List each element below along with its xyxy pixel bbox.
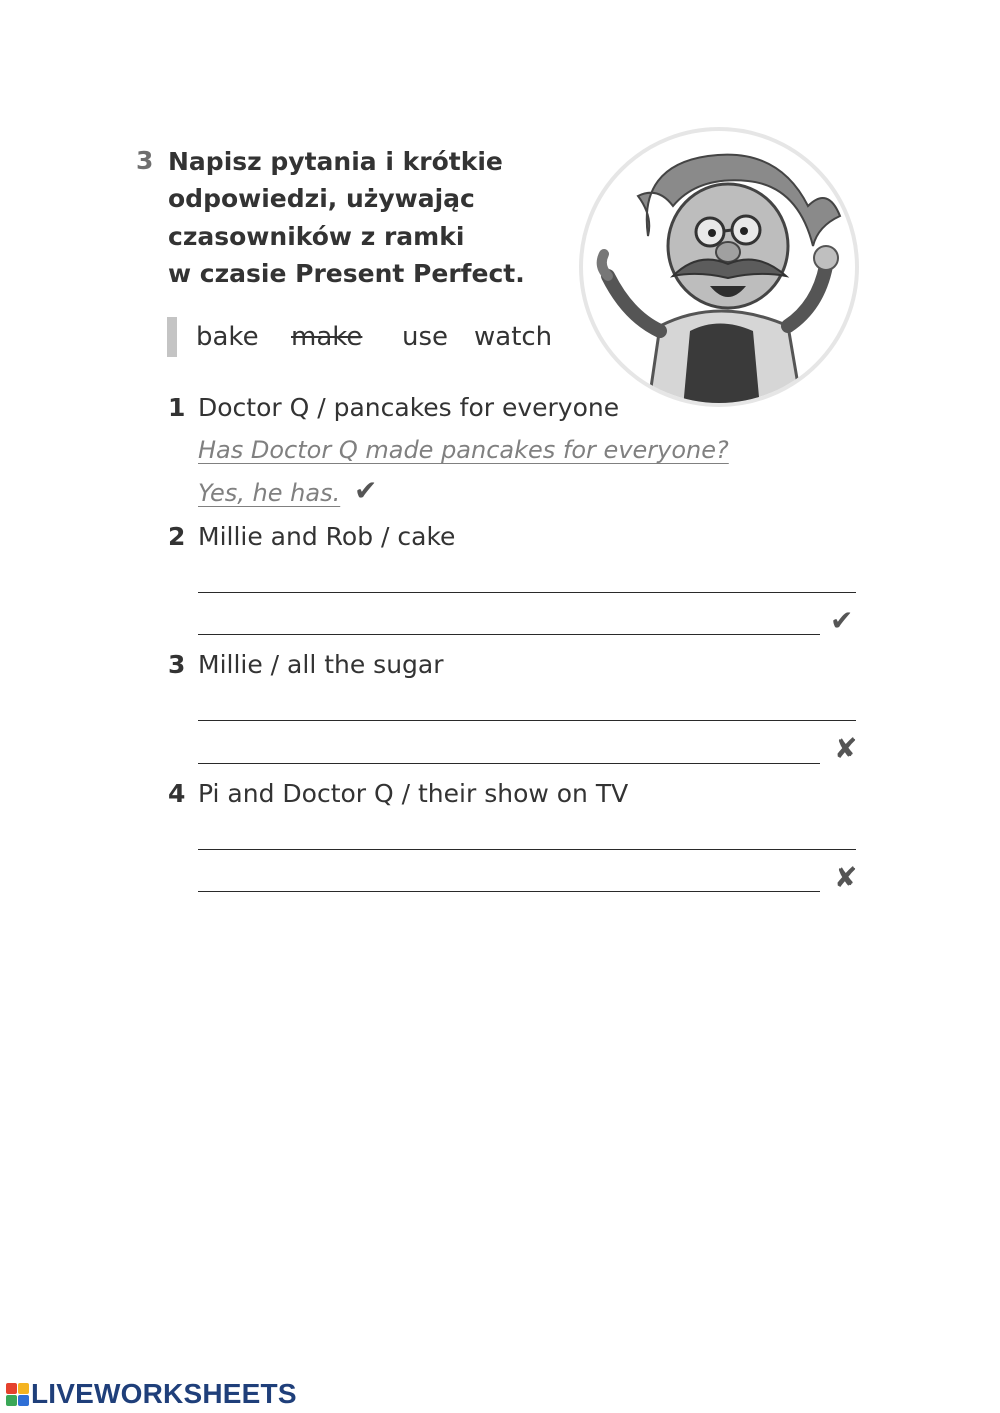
item-number: 2 — [168, 522, 186, 551]
check-icon: ✔ — [354, 474, 378, 507]
word-box-word: use — [402, 322, 449, 352]
exercise-number: 3 — [136, 146, 154, 175]
item-number: 3 — [168, 650, 186, 679]
item-prompt: Millie and Rob / cake — [198, 522, 456, 551]
instruction-line-2: odpowiedzi, używając — [168, 184, 475, 213]
logo-square — [6, 1383, 17, 1394]
answer-line-short-answer[interactable] — [198, 763, 820, 764]
answer-line-question[interactable] — [198, 720, 856, 721]
item-prompt: Pi and Doctor Q / their show on TV — [198, 779, 629, 808]
word-box-bar — [167, 317, 177, 357]
cross-icon: ✘ — [834, 861, 858, 894]
logo-square — [18, 1395, 29, 1406]
example-question: Has Doctor Q made pancakes for everyone? — [198, 436, 729, 464]
logo-text: LIVEWORKSHEETS — [31, 1378, 297, 1409]
liveworksheets-logo — [6, 1377, 297, 1411]
instruction-line-4: w czasie Present Perfect. — [168, 259, 525, 288]
item-number: 1 — [168, 393, 186, 422]
word-box-word: watch — [474, 322, 553, 352]
item-prompt: Doctor Q / pancakes for everyone — [198, 393, 620, 422]
doctor-q-scientist-illustration — [578, 126, 860, 408]
word-box-word: bake — [196, 322, 259, 352]
cross-icon: ✘ — [834, 732, 858, 765]
answer-line-short-answer[interactable] — [198, 634, 820, 635]
instruction-line-3: czasowników z ramki — [168, 222, 465, 251]
logo-square — [18, 1383, 29, 1394]
answer-line-question[interactable] — [198, 592, 856, 593]
item-prompt: Millie / all the sugar — [198, 650, 444, 679]
logo-grid-icon — [6, 1383, 29, 1406]
check-icon: ✔ — [830, 604, 854, 637]
example-answer: Yes, he has. — [198, 479, 341, 507]
logo-square — [6, 1395, 17, 1406]
item-number: 4 — [168, 779, 186, 808]
word-box-word-struck: make — [291, 322, 363, 352]
instruction-line-1: Napisz pytania i krótkie — [168, 147, 503, 176]
answer-line-short-answer[interactable] — [198, 891, 820, 892]
answer-line-question[interactable] — [198, 849, 856, 850]
